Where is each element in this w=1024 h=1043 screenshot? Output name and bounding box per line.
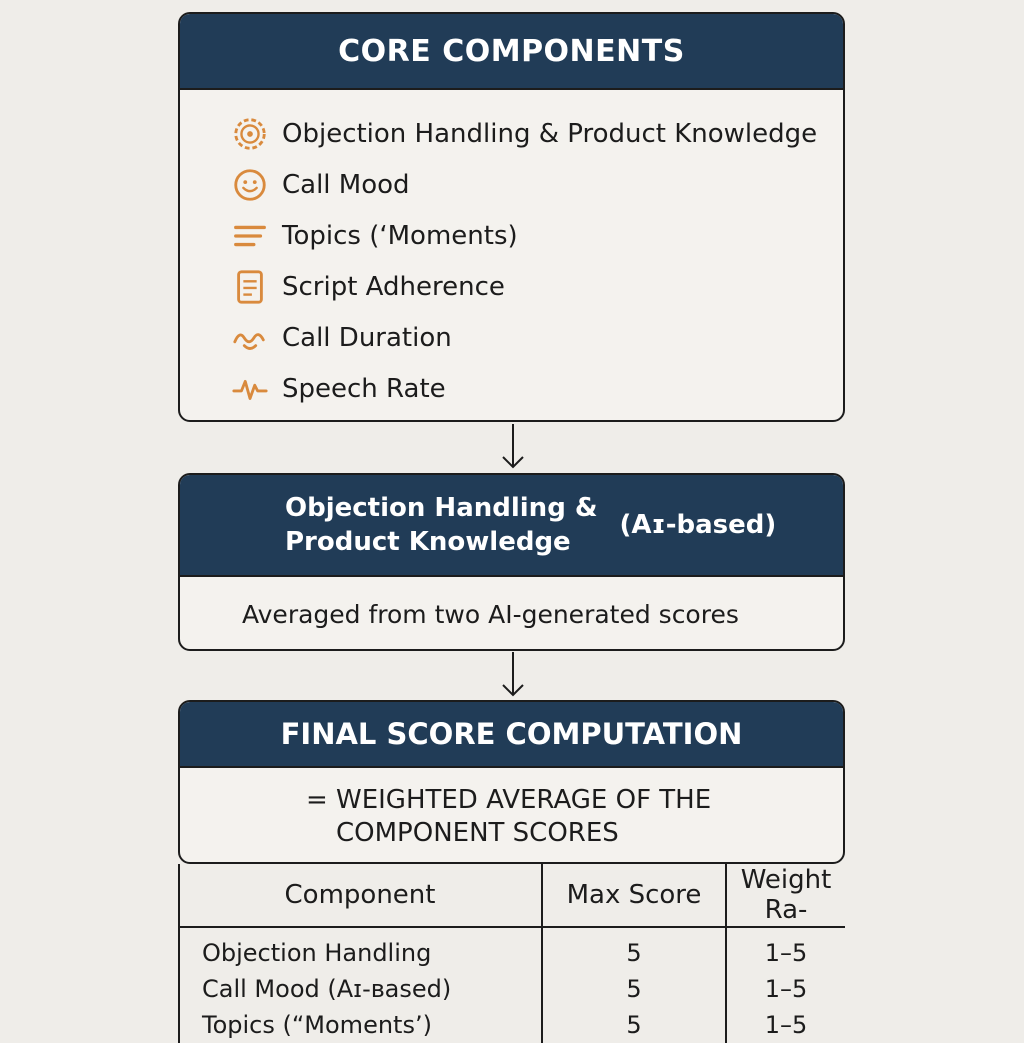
core-components-title: CORE COMPONENTS: [180, 14, 843, 90]
list-item: [230, 261, 843, 312]
column-header-max-score: Max Score: [542, 864, 726, 927]
list-item: [230, 159, 843, 210]
list-item: [230, 210, 843, 261]
table-cell: Topics (“Moments’): [179, 1007, 542, 1043]
final-score-card: [178, 700, 845, 864]
table-cell: 5: [542, 927, 726, 971]
column-header-weight-range: Weight Ra-: [726, 864, 845, 927]
ai-based-card: [178, 473, 845, 651]
wave-icon: [230, 318, 270, 358]
table-cell: 1–5: [764, 975, 808, 1003]
formula-line: COMPONENT SCORES: [336, 818, 619, 848]
list-item: [230, 108, 843, 159]
list-item-label: Call Duration: [282, 322, 452, 353]
table-cell: 1–5: [764, 939, 808, 967]
final-score-title: FINAL SCORE COMPUTATION: [180, 702, 843, 768]
list-item: [230, 363, 843, 414]
list-item-label: Objection Handling & Product Knowledge: [282, 118, 818, 149]
formula-line: WEIGHTED AVERAGE OF THE: [336, 785, 712, 815]
table-row: [179, 971, 845, 1007]
smiley-icon: [230, 165, 270, 205]
table-cell: 5: [542, 1007, 726, 1043]
column-header-component: Component: [179, 864, 542, 927]
table-row: [179, 927, 845, 971]
table-row: [179, 1007, 845, 1043]
down-arrow-icon: [500, 424, 526, 470]
table-cell: 5: [542, 971, 726, 1007]
list-item-label: Topics (‘Moments): [282, 220, 518, 251]
score-table: [178, 864, 845, 1043]
table-cell: Objection Handling: [179, 927, 542, 971]
list-item-label: Script Adherence: [282, 271, 505, 302]
brain-gear-icon: [230, 114, 270, 154]
formula: [180, 768, 843, 850]
list-item: [230, 312, 843, 363]
ai-based-title: Objection Handling & Product Knowledge: [285, 493, 598, 557]
list-item-label: Speech Rate: [282, 373, 446, 404]
lines-icon: [230, 216, 270, 256]
ai-based-header: [180, 475, 843, 577]
equals-sign: =: [306, 785, 328, 815]
down-arrow-icon: [500, 652, 526, 698]
pulse-icon: [230, 369, 270, 409]
document-icon: [230, 267, 270, 307]
table-header-row: [179, 864, 845, 927]
component-list: [180, 90, 843, 414]
ai-based-badge: (Aɪ-based): [619, 510, 777, 540]
core-components-card: [178, 12, 845, 422]
table-cell: Call Mood (Aɪ-ʙased): [179, 971, 542, 1007]
ai-based-description: Averaged from two AI-generated scores: [242, 599, 739, 629]
list-item-label: Call Mood: [282, 169, 410, 200]
table-cell: 1–5: [764, 1011, 808, 1039]
